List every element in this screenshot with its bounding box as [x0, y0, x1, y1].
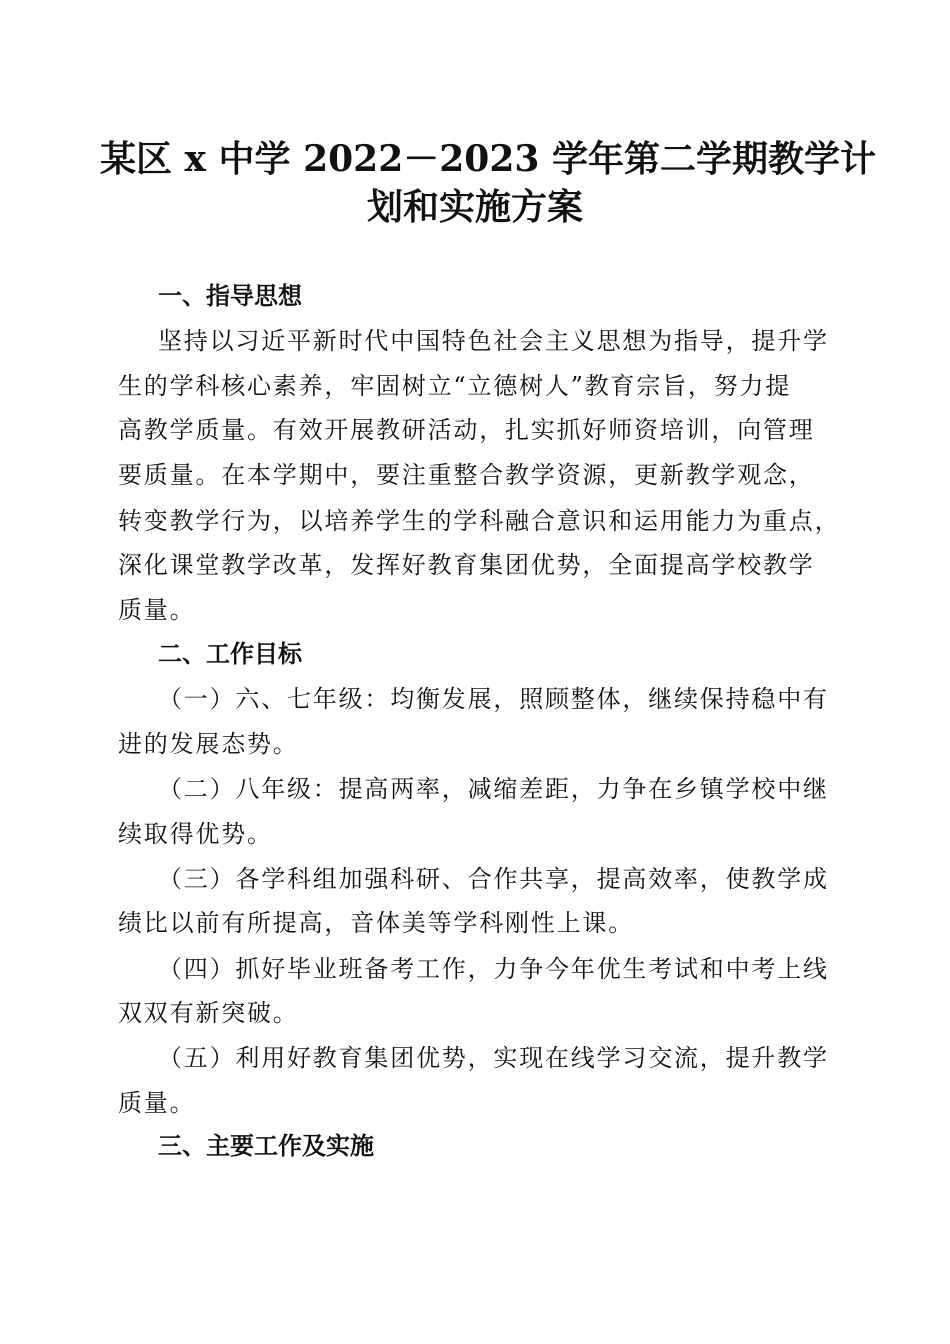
paragraph-line: 高教学质量。有效开展教研活动，扎实抓好师资培训，向管理 — [118, 416, 815, 444]
section-heading-guiding-ideology: 一、指导思想 — [158, 282, 302, 310]
goal-item-line: 质量。 — [118, 1089, 196, 1117]
paragraph-line: 深化课堂教学改革，发挥好教育集团优势，全面提高学校教学 — [118, 551, 815, 579]
section-heading-main-work: 三、主要工作及实施 — [158, 1132, 374, 1160]
paragraph-line: 质量。 — [118, 596, 196, 624]
goal-item-line: 续取得优势。 — [118, 820, 273, 848]
paragraph-line: 转变教学行为，以培养学生的学科融合意识和运用能力为重点， — [118, 507, 841, 535]
goal-item-line: （三）各学科组加强科研、合作共享，提高效率，使教学成 — [158, 865, 829, 893]
document-title-line-1: 某区 x 中学 2022－2023 学年第二学期教学计 — [100, 138, 876, 180]
goal-item-line: （一）六、七年级：均衡发展，照顾整体，继续保持稳中有 — [158, 685, 829, 713]
goal-item-line: 进的发展态势。 — [118, 730, 299, 758]
goal-item-line: （五）利用好教育集团优势，实现在线学习交流，提升教学 — [158, 1044, 829, 1072]
goal-item-line: （四）抓好毕业班备考工作，力争今年优生考试和中考上线 — [158, 955, 829, 983]
paragraph-line: 生的学科核心素养，牢固树立“立德树人”教育宗旨，努力提 — [118, 372, 792, 400]
goal-item-line: 绩比以前有所提高，音体美等学科刚性上课。 — [118, 909, 634, 937]
section-heading-work-goals: 二、工作目标 — [158, 640, 302, 668]
goal-item-line: （二）八年级：提高两率，减缩差距，力争在乡镇学校中继 — [158, 775, 829, 803]
document-title-line-2: 划和实施方案 — [366, 186, 583, 228]
goal-item-line: 双双有新突破。 — [118, 999, 299, 1027]
paragraph-line: 要质量。在本学期中，要注重整合教学资源，更新教学观念， — [118, 461, 815, 489]
paragraph-line: 坚持以习近平新时代中国特色社会主义思想为指导，提升学 — [158, 327, 829, 355]
